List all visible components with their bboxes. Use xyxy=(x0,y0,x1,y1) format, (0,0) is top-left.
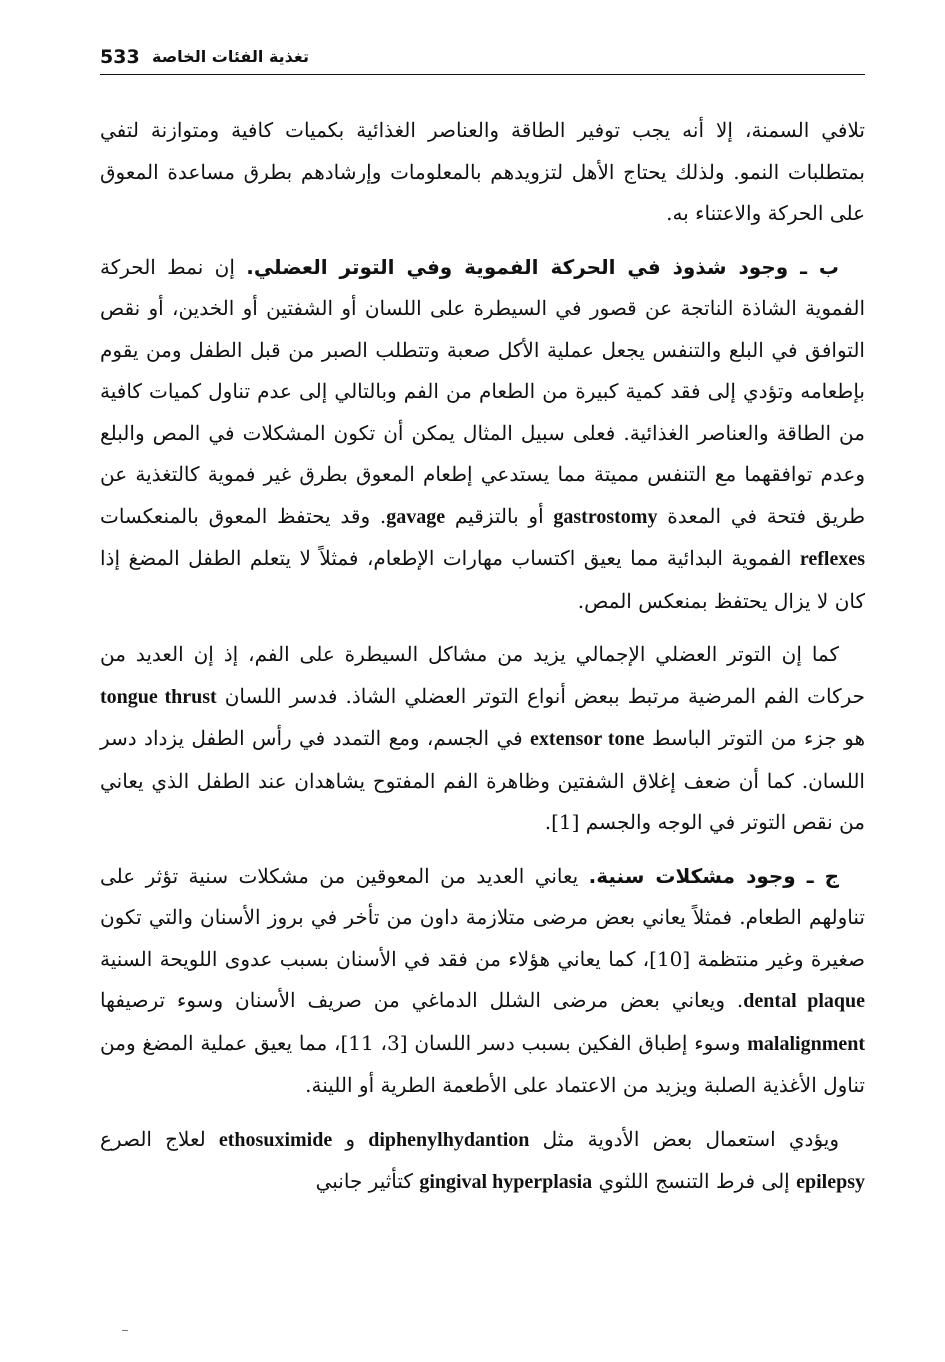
term-epilepsy: epilepsy xyxy=(796,1171,865,1193)
paragraph-2-text-c: . وقد يحتفظ المعوق بالمنعكسات xyxy=(100,503,387,528)
term-dental-plaque: dental plaque xyxy=(743,990,865,1012)
paragraph-4-text-a: يعاني العديد من المعوقين من مشكلات سنية تؤثر على تناولهم الطعام. فمثلاً يعاني بعض مرضى متلازمة داون من تأخر في بروز الأسنان والتي تكون صغيرة وغير منتظمة [10]، كما يعاني هؤلاء من فقد في الأسنان بسبب عدوى اللويحة السنية xyxy=(100,863,865,971)
paragraph-3-text-b: هو جزء من التوتر الباسط xyxy=(644,726,865,750)
paragraph-4-text-c: وسوء إطباق الفكين بسبب دسر اللسان [3، 11]، مما يعيق عملية المضغ ومن تناول الأغذية الصلبة ويزيد من الاعتماد على الأطعمة الطرية أو اللينة. xyxy=(100,1030,865,1097)
section-heading-b: ب ـ وجود شذوذ في الحركة الفموية وفي التوتر العضلي. xyxy=(246,254,839,279)
paragraph-2-text-a: إن نمط الحركة الفموية الشاذة الناتجة عن قصور في السيطرة على اللسان أو الشفتين أو الخدين، أو نقص التوافق في البلع والتنفس يجعل عملية الأكل صعبة وتتطلب الصبر من قبل الطفل ومن يقوم بإطعامه وتؤدي إلى فقد كمية كبيرة من الطعام من الفم وبالتالي إلى عدم تناول كميات كافية من الطاقة والعناصر الغذائية. فعلى سبيل المثال يمكن أن تكون المشكلات في المص والبلع وعدم توافقهما مع التنفس مميتة مما يستدعي إطعام المعوق بطرق غير فموية كالتغذية عن طريق فتحة في المعدة xyxy=(100,254,865,528)
term-gingival-hyperplasia: gingival hyperplasia xyxy=(419,1171,593,1193)
paragraph-5-text-a: ويؤدي استعمال بعض الأدوية مثل xyxy=(529,1126,840,1151)
term-diphenylhydantion: diphenylhydantion xyxy=(368,1128,530,1151)
term-malalignment: malalignment xyxy=(747,1032,866,1055)
paragraph-4 xyxy=(100,856,865,1107)
term-reflexes: reflexes xyxy=(799,548,865,570)
paragraph-2-text-b: أو بالتزقيم xyxy=(445,503,554,528)
paragraph-1-text: تلافي السمنة، إلا أنه يجب توفير الطاقة والعناصر الغذائية بكميات كافية ومتوازنة لتفي بمتطلبات النمو. ولذلك يحتاج الأهل لتزويدهم بالمعلومات وإرشادهم بطرق مساعدة المعوق على الحركة والاعتناء به. xyxy=(100,118,865,225)
paragraph-5-text-b: و xyxy=(332,1126,369,1151)
page-body xyxy=(100,110,865,1204)
paragraph-4-text-b: . ويعاني بعض مرضى الشلل الدماغي من صريف الأسنان وسوء ترصيفها xyxy=(100,988,744,1012)
page-number: 533 xyxy=(100,46,140,68)
paragraph-5 xyxy=(100,1119,865,1204)
paragraph-3-text-c: في الجسم، ومع التمدد في رأس الطفل يزداد دسر اللسان. كما أن ضعف إغلاق الشفتين وظاهرة الفم المفتوح يشاهدان عند الطفل الذي يعاني من نقص التوتر في الوجه والجسم [1]. xyxy=(100,726,865,834)
term-ethosuximide: ethosuximide xyxy=(218,1128,333,1151)
paragraph-5-text-c: لعلاج الصرع xyxy=(100,1126,219,1151)
paragraph-1 xyxy=(100,110,865,235)
paragraph-3-text-a: كما إن التوتر العضلي الإجمالي يزيد من مشاكل السيطرة على الفم، إذ إن العديد من حركات الفم المرضية مرتبط ببعض أنواع التوتر العضلي الشاذ. فدسر اللسان xyxy=(100,642,865,708)
term-gavage: gavage xyxy=(386,505,446,528)
page-header xyxy=(100,44,865,75)
term-tongue-thrust: tongue thrust xyxy=(100,685,217,708)
paragraph-3 xyxy=(100,634,865,844)
section-heading-c: ج ـ وجود مشكلات سنية. xyxy=(588,863,839,888)
paragraph-5-text-e: كتأثير جانبي xyxy=(315,1169,420,1193)
term-gastrostomy: gastrostomy xyxy=(553,505,658,528)
running-title: تغذية الفئات الخاصة xyxy=(152,47,309,66)
paragraph-2 xyxy=(100,247,865,623)
term-extensor-tone: extensor tone xyxy=(530,728,645,750)
scan-speck xyxy=(122,1330,128,1331)
paragraph-5-text-d: إلى فرط التنسج اللثوي xyxy=(592,1169,797,1193)
paragraph-2-text-d: الفموية البدائية مما يعيق اكتساب مهارات الإطعام، فمثلاً لا يتعلم الطفل المضغ إذا كان لا يزال يحتفظ بمنعكس المص. xyxy=(100,546,865,613)
